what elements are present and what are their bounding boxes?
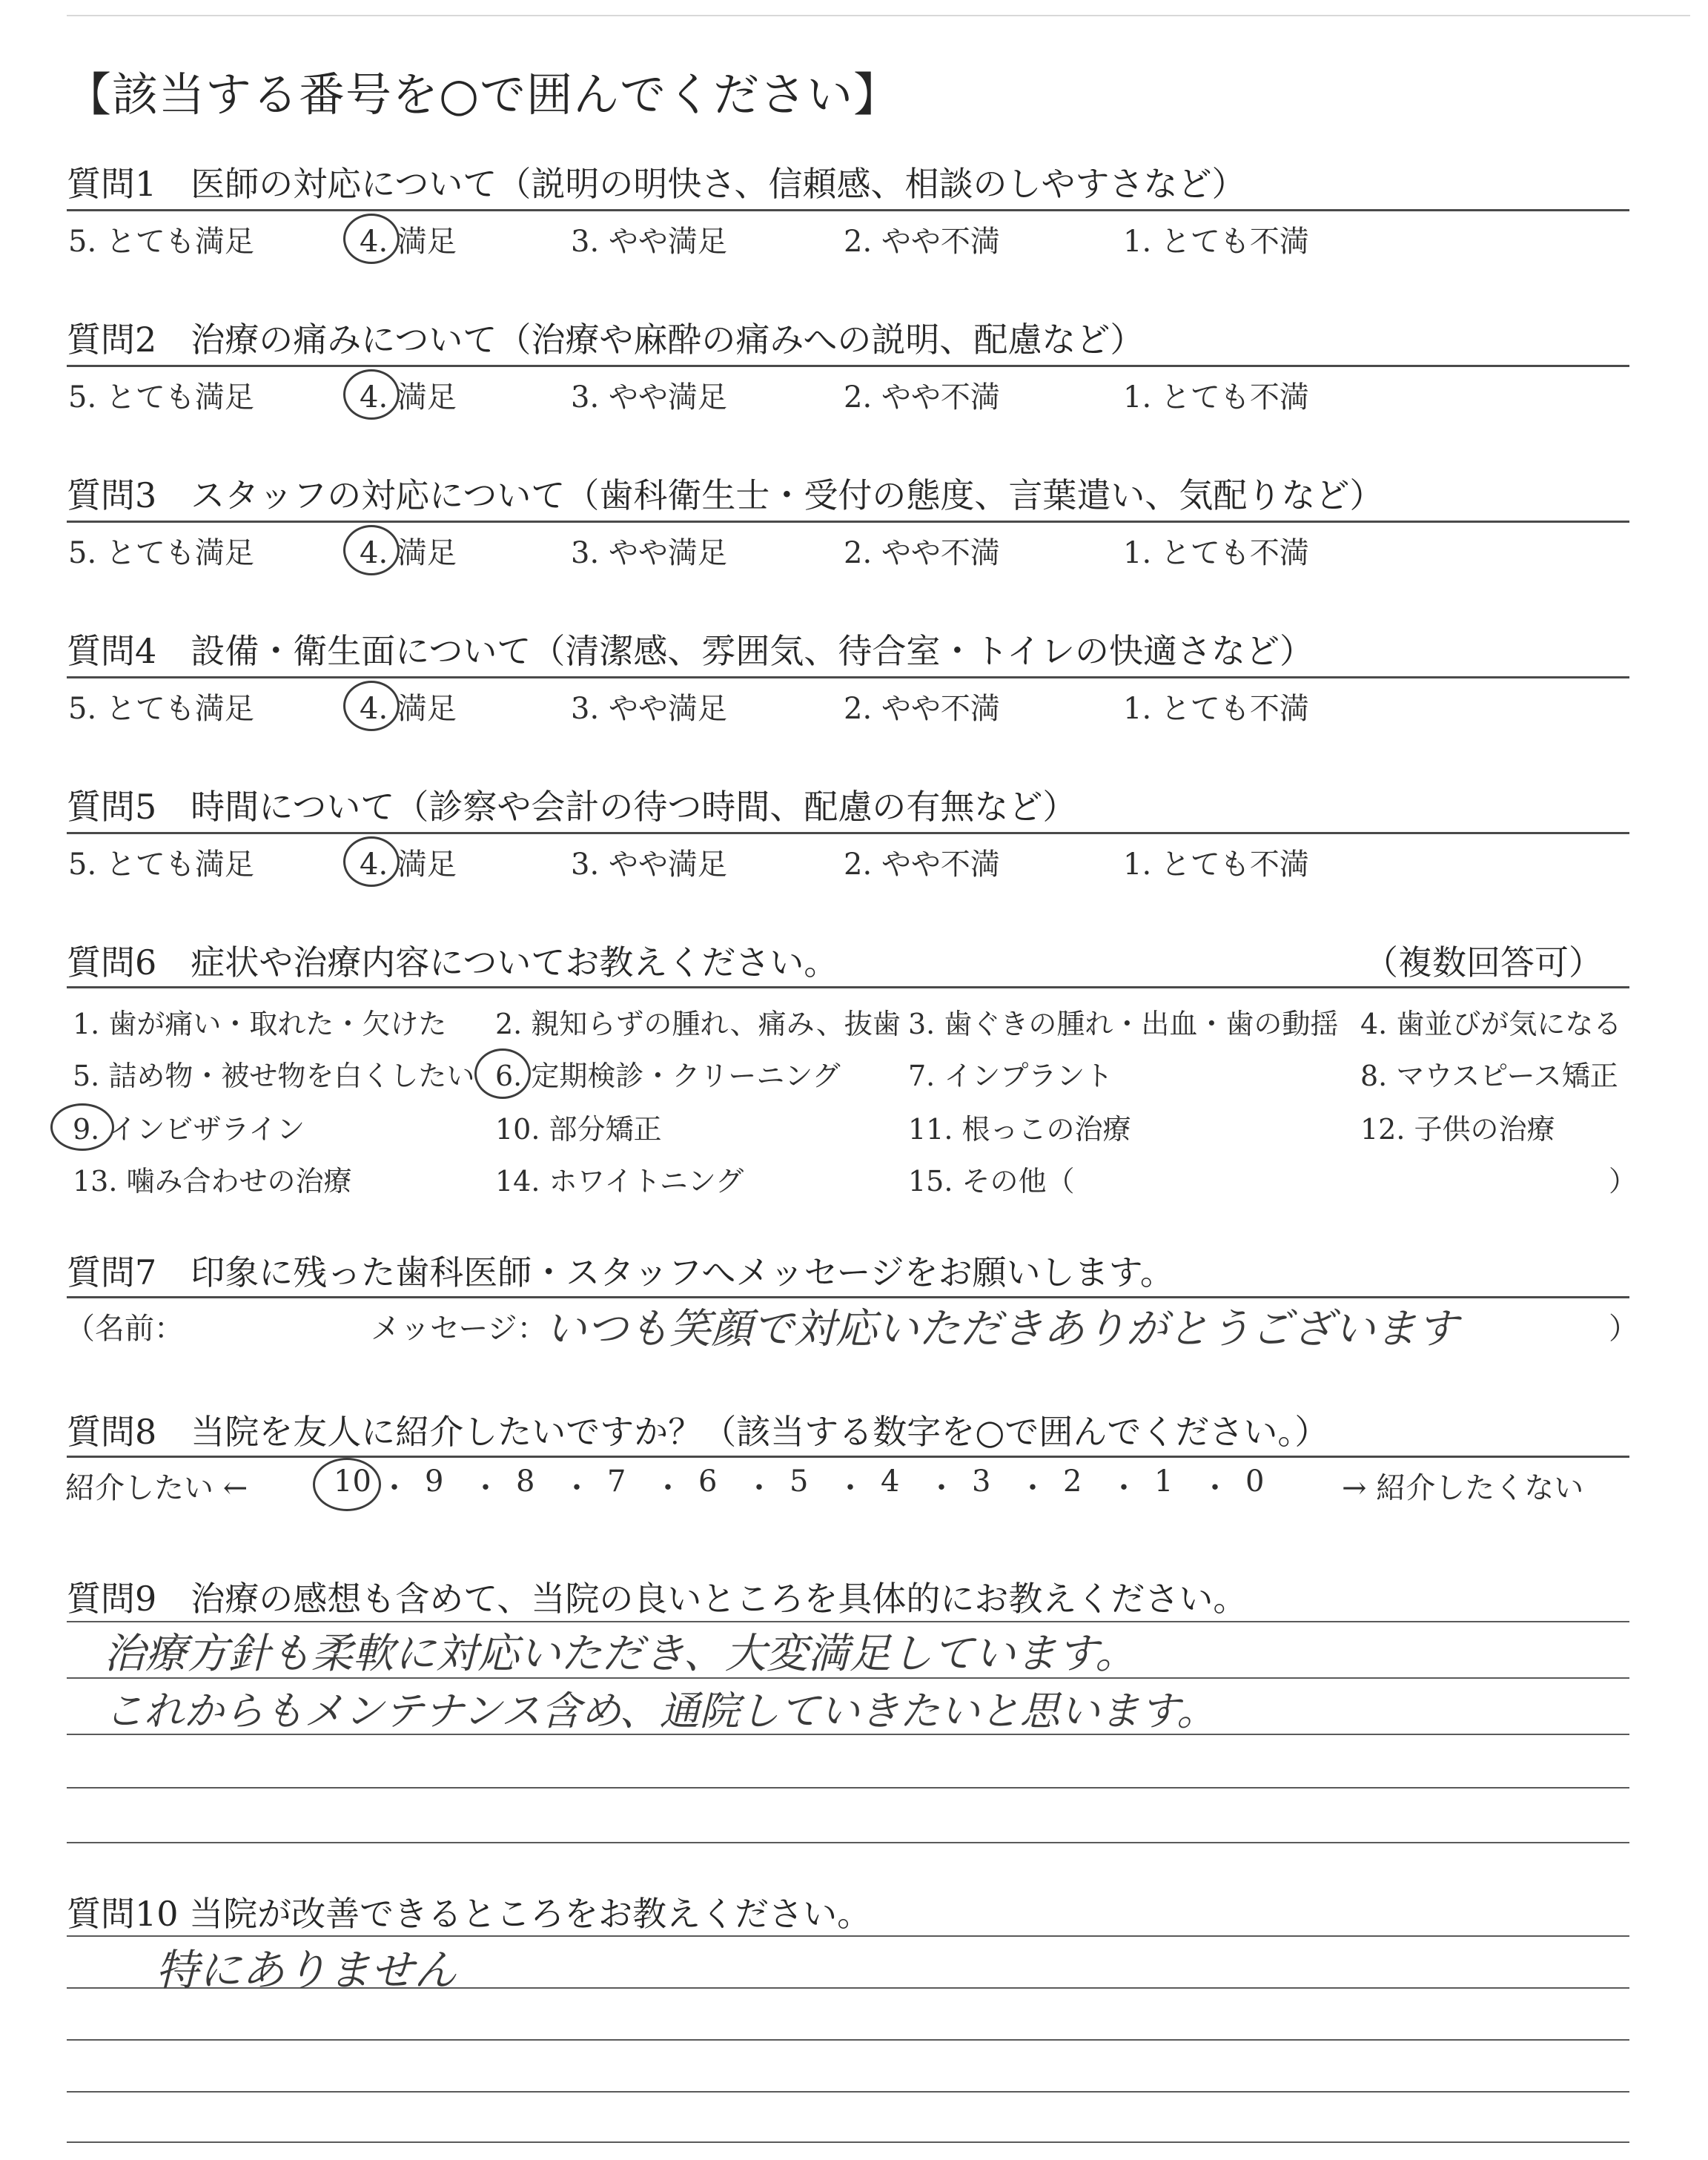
q5-option-1: 1. とても不満	[1123, 848, 1309, 882]
q6-option-6: 6. 定期検診・クリーニング	[495, 1060, 841, 1092]
q8-right-label: → 紹介したくない	[1342, 1471, 1584, 1505]
q4-option-2: 2. やや不満	[844, 692, 1000, 726]
q8-separator: ・	[562, 1471, 592, 1505]
q1-selected-circle	[343, 214, 400, 264]
q3-option-2: 2. やや不満	[844, 536, 1000, 570]
q6-option-16: ）	[1609, 1165, 1638, 1198]
q8-scale-3: 3	[972, 1464, 991, 1499]
q1-heading: 質問1 医師の対応について（説明の明快さ、信頼感、相談のしやすさなど）	[67, 164, 1246, 204]
q8-scale-1: 1	[1154, 1464, 1174, 1499]
q6-rule	[67, 986, 1629, 988]
q8-separator: ・	[1109, 1471, 1139, 1505]
q3-rule	[67, 521, 1629, 523]
q8-rule	[67, 1456, 1629, 1458]
q10-line-4	[67, 2091, 1629, 2093]
q8-scale-7: 7	[607, 1464, 626, 1499]
q3-selected-circle	[343, 525, 400, 575]
q2-option-1: 1. とても不満	[1123, 380, 1309, 415]
q8-scale-9: 9	[425, 1464, 444, 1499]
q8-scale-4: 4	[881, 1464, 900, 1499]
q6-option-5: 5. 詰め物・被せ物を白くしたい	[73, 1060, 475, 1092]
q1-option-3: 3. やや満足	[571, 225, 727, 259]
q3-heading: 質問3 スタッフの対応について（歯科衛生士・受付の態度、言葉遣い、気配りなど）	[67, 475, 1384, 515]
q4-option-4: 4. 満足	[360, 692, 457, 726]
q4-option-5: 5. とても満足	[68, 692, 254, 726]
q10-line-3	[67, 2039, 1629, 2041]
q5-option-2: 2. やや不満	[844, 848, 1000, 882]
q8-scale-10: 10	[334, 1464, 371, 1499]
q2-selected-circle	[343, 369, 400, 420]
q6-option-8: 8. マウスピース矯正	[1360, 1060, 1618, 1092]
q7-heading: 質問7 印象に残った歯科医師・スタッフへメッセージをお願いします。	[67, 1252, 1174, 1292]
q8-heading: 質問8 当院を友人に紹介したいですか？（該当する数字を○で囲んでください。）	[67, 1412, 1329, 1452]
q9-line-4	[67, 1787, 1629, 1789]
q5-option-5: 5. とても満足	[68, 848, 254, 882]
q5-option-3: 3. やや満足	[571, 848, 727, 882]
q6-note: （複数回答可）	[1364, 942, 1603, 982]
q2-heading: 質問2 治療の痛みについて（治療や麻酔の痛みへの説明、配慮など）	[67, 320, 1145, 360]
q6-option-7: 7. インプラント	[908, 1060, 1113, 1092]
q4-option-1: 1. とても不満	[1123, 692, 1309, 726]
q2-rule	[67, 365, 1629, 367]
q8-separator: ・	[471, 1471, 500, 1505]
q6-option-9: 9. インビザライン	[73, 1113, 305, 1146]
q10-handwriting-line-1: 特にありません	[156, 1945, 457, 1995]
q3-option-5: 5. とても満足	[68, 536, 254, 570]
q10-line-5	[67, 2141, 1629, 2143]
q6-option-14: 14. ホワイトニング	[495, 1165, 744, 1198]
q2-option-3: 3. やや満足	[571, 380, 727, 415]
q6-selected-circle-9	[50, 1103, 114, 1151]
q8-separator: ・	[927, 1471, 956, 1505]
q8-scale-5: 5	[790, 1464, 809, 1499]
q1-option-5: 5. とても満足	[68, 225, 254, 259]
q6-option-13: 13. 噛み合わせの治療	[73, 1165, 352, 1198]
q6-option-2: 2. 親知らずの腫れ、痛み、抜歯	[495, 1008, 901, 1040]
q3-option-4: 4. 満足	[360, 536, 457, 570]
q7-message-handwriting: いつも笑顔で対応いただきありがとうございます	[545, 1305, 1458, 1353]
q6-option-15: 15. その他（	[908, 1165, 1075, 1198]
q6-option-4: 4. 歯並びが気になる	[1360, 1008, 1622, 1040]
q7-close-paren: ）	[1609, 1312, 1638, 1346]
q8-left-label: 紹介したい ←	[65, 1471, 248, 1505]
q6-option-3: 3. 歯ぐきの腫れ・出血・歯の動揺	[908, 1008, 1339, 1040]
q6-selected-circle-6	[474, 1048, 531, 1099]
q8-separator: ・	[835, 1471, 865, 1505]
q1-rule	[67, 209, 1629, 211]
q8-scale-6: 6	[698, 1464, 718, 1499]
q8-selected-circle	[313, 1458, 381, 1511]
q6-option-10: 10. 部分矯正	[495, 1113, 662, 1146]
q5-heading: 質問5 時間について（診察や会計の待つ時間、配慮の有無など）	[67, 787, 1077, 827]
q5-selected-circle	[343, 836, 400, 887]
q8-separator: ・	[380, 1471, 409, 1505]
q1-option-4: 4. 満足	[360, 225, 457, 259]
q2-option-5: 5. とても満足	[68, 380, 254, 415]
q6-option-1: 1. 歯が痛い・取れた・欠けた	[73, 1008, 447, 1040]
q4-option-3: 3. やや満足	[571, 692, 727, 726]
q4-heading: 質問4 設備・衛生面について（清潔感、雰囲気、待合室・トイレの快適さなど）	[67, 631, 1314, 671]
q6-heading: 質問6 症状や治療内容についてお教えください。	[67, 942, 838, 982]
q5-rule	[67, 832, 1629, 834]
q7-name-label: （名前：	[65, 1312, 184, 1346]
q1-option-2: 2. やや不満	[844, 225, 1000, 259]
q8-scale-8: 8	[516, 1464, 535, 1499]
q4-rule	[67, 676, 1629, 678]
q9-handwriting-line-2: これからもメンテナンス含め、通院していきたいと思います。	[104, 1688, 1217, 1734]
q9-handwriting-line-1: 治療方針も柔軟に対応いただき、大変満足しています。	[104, 1630, 1137, 1678]
q8-separator: ・	[1200, 1471, 1230, 1505]
q9-line-5	[67, 1842, 1629, 1843]
q10-heading: 質問10 当院が改善できるところをお教えください。	[67, 1894, 872, 1934]
q1-option-1: 1. とても不満	[1123, 225, 1309, 259]
q4-selected-circle	[343, 681, 400, 731]
q8-separator: ・	[1018, 1471, 1047, 1505]
q3-option-3: 3. やや満足	[571, 536, 727, 570]
q6-option-12: 12. 子供の治療	[1360, 1113, 1555, 1146]
q8-separator: ・	[744, 1471, 774, 1505]
q5-option-4: 4. 満足	[360, 848, 457, 882]
q7-message-label: メッセージ：	[371, 1312, 547, 1346]
scan-edge-line	[67, 15, 1690, 16]
q8-scale-2: 2	[1063, 1464, 1082, 1499]
q2-option-2: 2. やや不満	[844, 380, 1000, 415]
q9-heading: 質問9 治療の感想も含めて、当院の良いところを具体的にお教えください。	[67, 1579, 1248, 1619]
q6-option-11: 11. 根っこの治療	[908, 1113, 1131, 1146]
q8-scale-0: 0	[1245, 1464, 1265, 1499]
q8-separator: ・	[653, 1471, 683, 1505]
q2-option-4: 4. 満足	[360, 380, 457, 415]
form-title: 【該当する番号を○で囲んでください】	[65, 67, 901, 122]
q3-option-1: 1. とても不満	[1123, 536, 1309, 570]
